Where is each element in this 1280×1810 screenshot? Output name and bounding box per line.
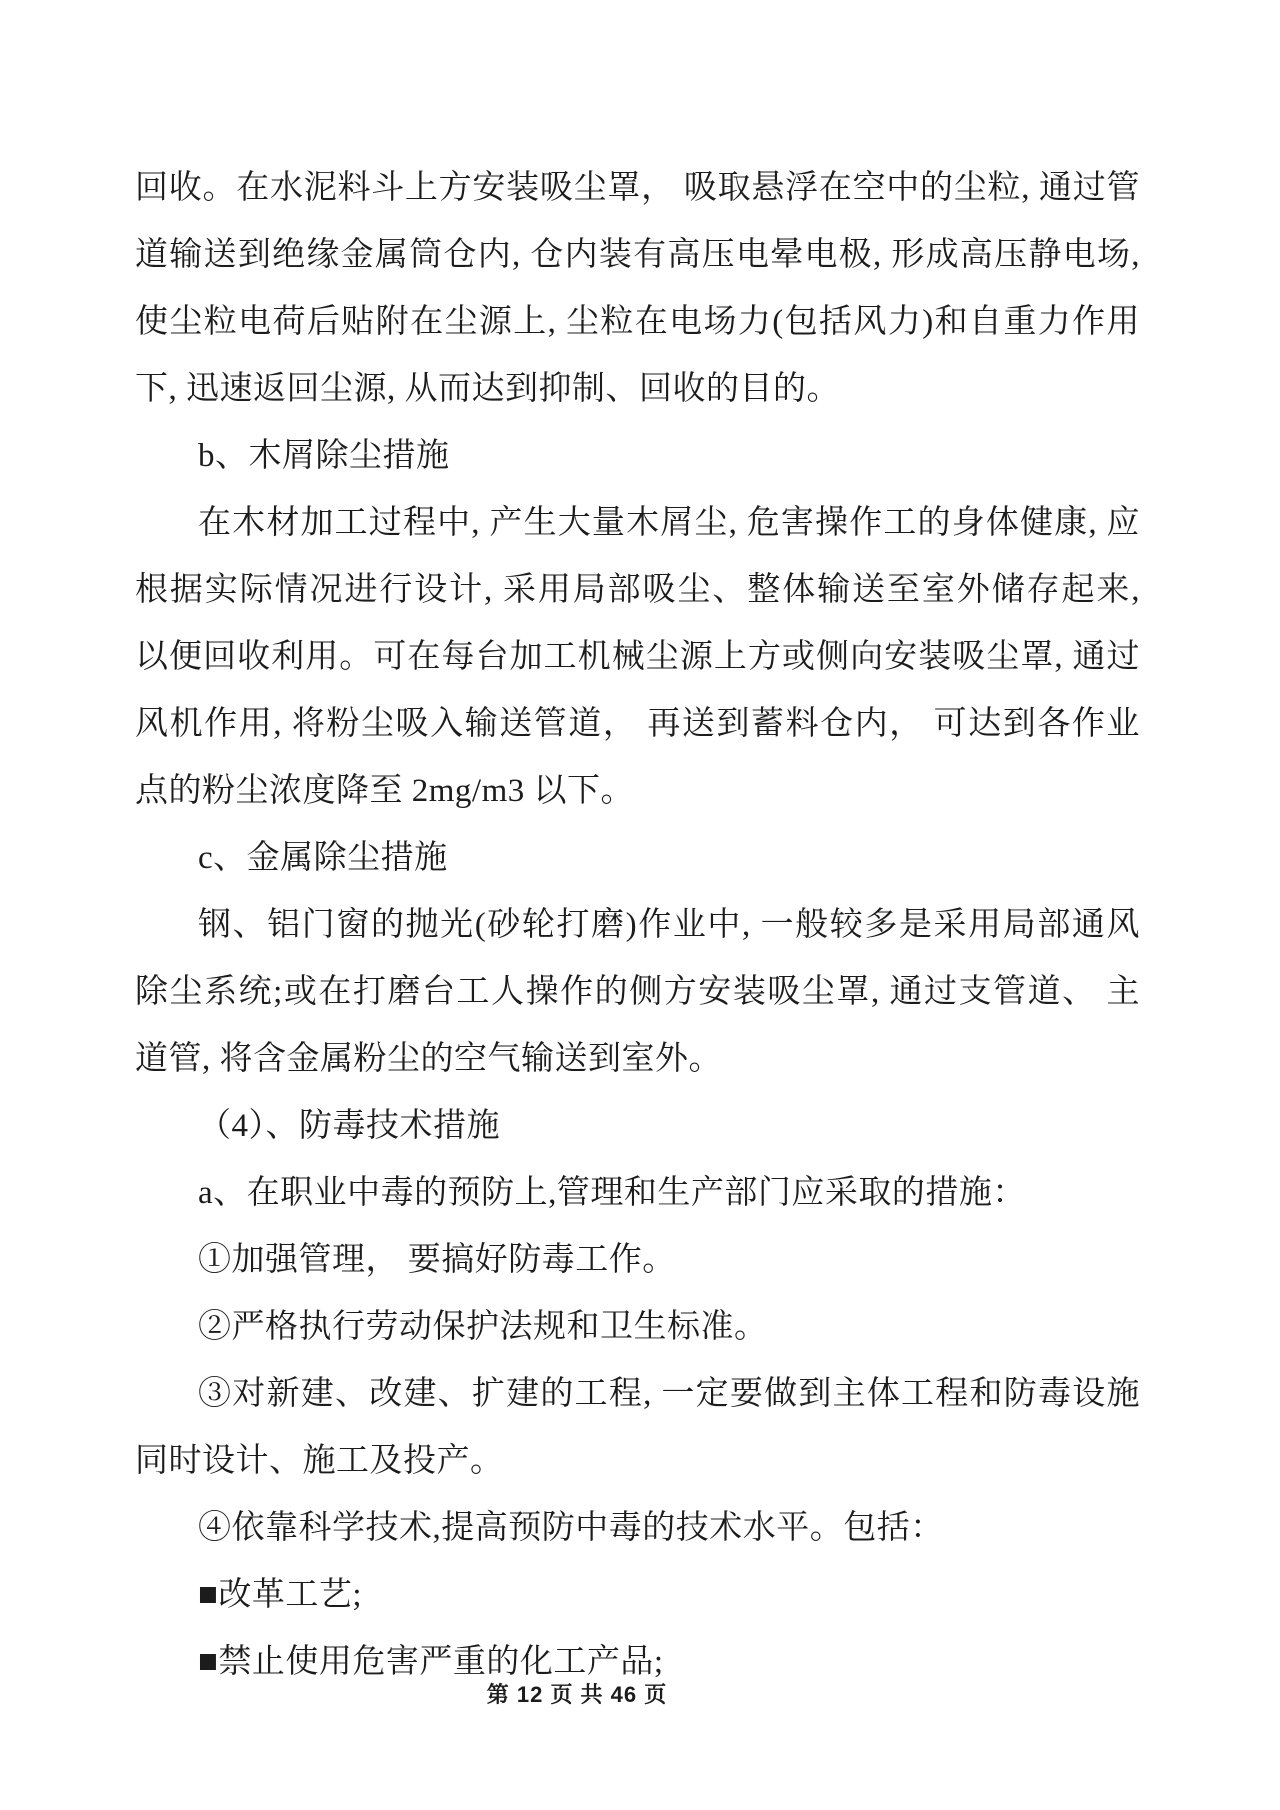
paragraph-wood-dust-measures: 在木材加工过程中, 产生大量木屑尘, 危害操作工的身体健康, 应根据实际情况进行设计, 采用局部吸尘、整体输送至室外储存起来, 以便回收利用。可在每台加工机械尘源上方或侧向安装吸尘罩, 通过风机作用, 将粉尘吸入输送管道， 再送到蓄料仓内， 可达到各作业点的粉尘浓度降至 2mg/m3 以下。 bbox=[135, 505, 1140, 809]
heading-c-metal-dust-measures: c、金属除尘措施 bbox=[198, 840, 448, 876]
list-item-4-science-technology: ④依靠科学技术,提高预防中毒的技术水平。包括： bbox=[198, 1510, 944, 1546]
heading-4-anti-poison-measures: （4）、防毒技术措施 bbox=[198, 1108, 500, 1144]
list-item-1-strengthen-management: ①加强管理， 要搞好防毒工作。 bbox=[198, 1242, 676, 1278]
list-item-3-simultaneous-design: ③对新建、改建、扩建的工程, 一定要做到主体工程和防毒设施同时设计、施工及投产。 bbox=[135, 1376, 1140, 1479]
list-item-2-labor-protection-rules: ②严格执行劳动保护法规和卫生标准。 bbox=[198, 1309, 768, 1345]
page-number-footer: 第 12 页 共 46 页 bbox=[486, 1682, 668, 1707]
bullet-item-ban-hazardous-chemicals: ■禁止使用危害严重的化工产品; bbox=[198, 1644, 664, 1680]
heading-b-wood-dust-measures: b、木屑除尘措施 bbox=[198, 438, 450, 474]
bullet-item-reform-process: ■改革工艺; bbox=[198, 1577, 363, 1613]
heading-a-poison-prevention: a、在职业中毒的预防上,管理和生产部门应采取的措施： bbox=[198, 1175, 1026, 1211]
paragraph-dust-recovery-continued: 回收。在水泥料斗上方安装吸尘罩， 吸取悬浮在空中的尘粒, 通过管道输送到绝缘金属筒仓内, 仓内装有高压电晕电极, 形成高压静电场, 使尘粒电荷后贴附在尘源上, 尘粒在电场力(包括风力)和自重力作用下, 迅速返回尘源, 从而达到抑制、回收的目的。 bbox=[135, 170, 1140, 407]
paragraph-metal-dust-measures: 钢、铝门窗的抛光(砂轮打磨)作业中, 一般较多是采用局部通风除尘系统;或在打磨台工人操作的侧方安装吸尘罩, 通过支管道、 主道管, 将含金属粉尘的空气输送到室外。 bbox=[135, 907, 1140, 1077]
document-body bbox=[135, 155, 1140, 1696]
